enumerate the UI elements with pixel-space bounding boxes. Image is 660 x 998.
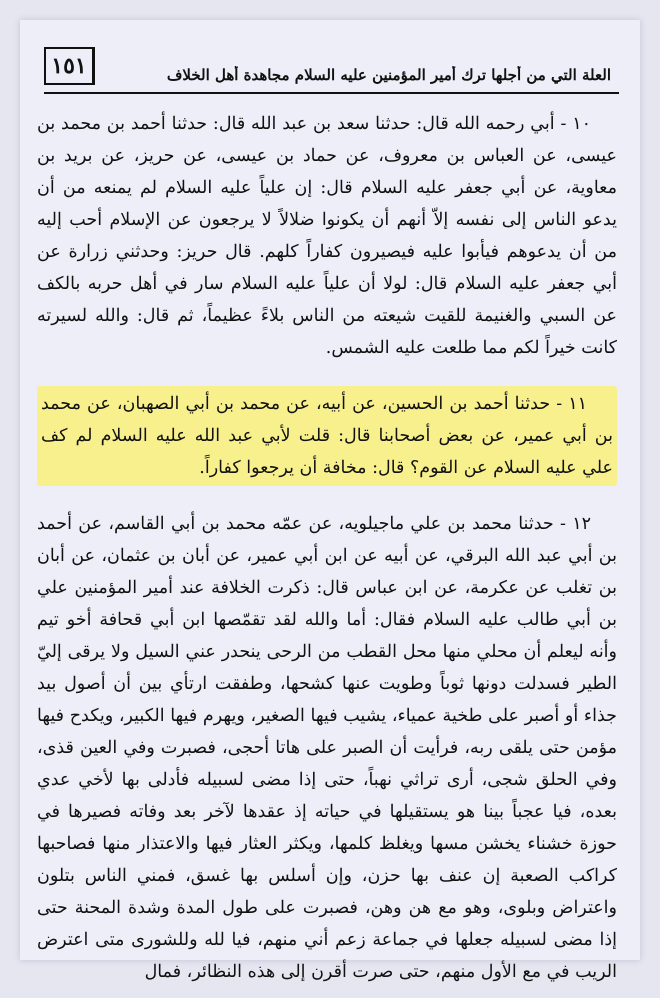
hadith-paragraph-10: ١٠ - أبي رحمه الله قال: حدثنا سعد بن عبد الله قال: حدثنا أحمد بن محمد بن عيسى، عن العباس بن معروف، عن حماد بن عيسى، عن حريز، عن بريد بن معاوية، عن أبي جعفر عليه السلام قال: إن علياً عليه السلام لم يمنعه من أن يدعو الناس إلى نفسه إلاّ أنهم أن يكونوا ضلالاً لا يرجعون عن الإسلام أحب إليه من أن يدعوهم فيأبوا عليه فيصيرون كفاراً كلهم. قال حريز: وحدثني زرارة عن أبي جعفر عليه السلام قال: لولا أن علياً عليه السلام سار في أهل حربه بالكف عن السبي والغنيمة للقيت شيعته من الناس بلاءً عظيماً، ثم قال: والله لسيرته كانت خيراً لكم مما طلعت عليه الشمس.: [37, 114, 617, 358]
running-header-title: العلة التي من أجلها ترك أمير المؤمنين عليه السلام مجاهدة أهل الخلاف: [166, 66, 611, 84]
page-header: [44, 40, 619, 92]
hadith-paragraph-11-highlighted: ١١ - حدثنا أحمد بن الحسين، عن أبيه، عن محمد بن أبي الصهبان، عن محمد بن أبي عمير، عن بعض أصحابنا قال: قلت لأبي عبد الله عليه السلام لم كف علي عليه السلام عن القوم؟ قال: مخافة أن يرجعوا كفاراً.: [37, 386, 617, 486]
hadith-paragraph-12: ١٢ - حدثنا محمد بن علي ماجيلويه، عن عمّه محمد بن أبي القاسم، عن أحمد بن أبي عبد الله البرقي، عن أبيه عن ابن أبي عمير، عن أبان بن عثمان، عن أبان بن تغلب عن عكرمة، عن ابن عباس قال: ذكرت الخلافة عند أمير المؤمنين علي بن أبي طالب عليه السلام فقال: أما والله لقد تقمّصها ابن أبي قحافة أخو تيم وأنه ليعلم أن محلي منها محل القطب من الرحى ينحدر عني السيل ولا يرقى إليّ الطير فسدلت دونها ثوباً وطويت عنها كشحها، وطفقت ارتأي بين أن أصول بيد جذاء أو أصبر على طخية عمياء، يشيب فيها الصغير، ويهرم فيها الكبير، ويكدح فيها مؤمن حتى يلقى ربه، فرأيت أن الصبر على هاتا أحجى، فصبرت وفي العين قذى، وفي الحلق شجى، أرى تراثي نهباً، حتى إذا مضى لسبيله فأدلى بها لأخي عدي بعده، فيا عجباً بينا هو يستقيلها في حياته إذ عقدها لآخر بعد وفاته فصيرها في حوزة خشناء يخشن مسها ويغلظ كلمها، ويكثر العثار فيها والاعتذار منها فصاحبها كراكب الصعبة إن عنف بها حزن، وإن أسلس بها غسق، فمني الناس بتلون واعتراض وبلوى، وهو مع هن وهن، فصبرت على طول المدة وشدة المحنة حتى إذا مضى لسبيله جعلها في جماعة زعم أني منهم، فيا لله وللشورى متى اعترض الريب في مع الأول منهم، حتى صرت أقرن إلى هذه النظائر، فمال: [37, 514, 617, 982]
page-number: ١٥١: [44, 47, 95, 85]
header-divider: [44, 92, 619, 94]
page-body: [37, 108, 617, 998]
